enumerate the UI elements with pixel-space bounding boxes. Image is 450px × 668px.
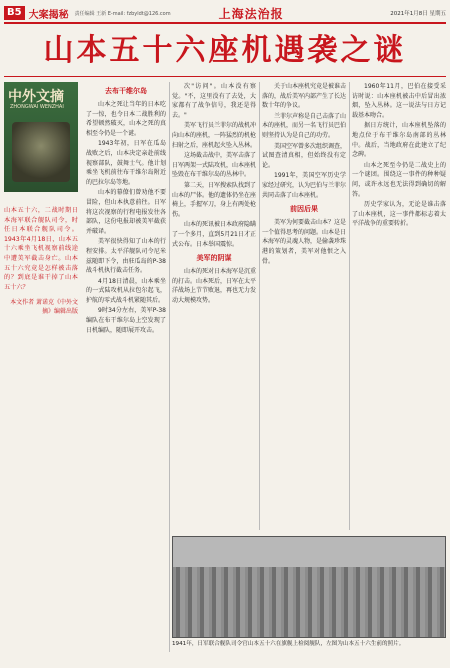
paragraph: 美军为何要截击山本？这是一个值得思考的问题。山本是日本海军的灵魂人物，是偷袭珍珠港的策划者，美军对他恨之入骨。 — [262, 219, 346, 265]
cover-subtitle: ZHONGWAI WENZHAI — [10, 104, 64, 110]
column-2-body — [172, 82, 256, 249]
photo-caption: 1941年，日军联合舰队司令官山本五十六在旗舰上检阅舰队，左图为山本五十六生前的照片。 — [172, 641, 405, 647]
paragraph: 山本之死让当年的日本吃了一惊，也令日本二战胜利的希望顿然破灭，山本之死的真相至今仍是一个谜。 — [86, 101, 166, 137]
paragraph: 山本的幕僚们曾劝他不要冒险，但山本执意前往。日军将这次视察的行程电报发往各部队，这份电报却被美军截获并破译。 — [86, 189, 166, 235]
paragraph: 1991年，美国空军历史学家经过研究，认为巴伯与兰菲尔共同击落了山本座机。 — [262, 172, 346, 199]
historical-photo — [172, 536, 446, 638]
article-column-4 — [352, 82, 446, 530]
paragraph: 历史学家认为，无论是谁击落了山本座机，这一事件都标志着太平洋战争的重要转折。 — [352, 201, 446, 228]
paragraph: 这场截击战中，美军击落了日军两架一式陆攻机，山本座机坠毁在布干维尔岛的丛林中。 — [172, 152, 256, 179]
column-2b-body — [172, 267, 256, 305]
paragraph: 美国空军曾多次组织调查，试图查清真相，但始终没有定论。 — [262, 142, 346, 169]
column-3b-body — [262, 218, 346, 266]
paragraph: 第二天，日军搜索队找到了山本的尸体。他的遗体仍坐在座椅上，手握军刀，身上有两处枪伤。 — [172, 181, 256, 218]
column-divider — [169, 82, 170, 652]
paragraph: 4月18日清晨，山本乘坐的一式陆攻机从拉包尔起飞，护航的零式战斗机紧随其后。 — [86, 277, 166, 304]
paragraph: 次"访问"。山本没有察觉。"不，这里没有了去处，大家都有了战争信号，我还是得去。" — [172, 83, 256, 119]
cover-artwork — [12, 122, 70, 182]
cover-title: 中外文摘 — [8, 89, 64, 105]
article-column-3 — [262, 82, 346, 530]
paragraph: 9时34分左右，美军P-38编队在布干维尔岛上空发现了日机编队，随即展开攻击。 — [86, 307, 166, 334]
newspaper-masthead: 上海法治报 — [218, 6, 284, 21]
article-headline: 山本五十六座机遇袭之谜 — [43, 33, 407, 68]
section-title-2: 美军的阴谋 — [196, 254, 232, 263]
paragraph: 山本的死讯被日本政府隐瞒了一个多月，直到5月21日才正式公布。日本举国震惊。 — [172, 221, 256, 248]
paragraph: 山本之死至今仍是二战史上的一个谜团。围绕这一事件的种种疑问，或许永远也无法得到确切的解答。 — [352, 161, 446, 198]
article-column-1 — [86, 82, 166, 652]
column-4-body — [352, 82, 446, 229]
paragraph: 山本的死对日本海军是沉重的打击。山本死后，日军在太平洋战场上节节败退，再也无力发动大规模攻势。 — [172, 268, 256, 304]
paragraph: 1943年初，日军在瓜岛战败之后，山本决定亲赴前线视察部队，鼓舞士气。他计划乘坐飞机前往布干维尔岛附近的巴拉尔岛等地。 — [86, 140, 166, 186]
article-attribution: 本文作者 萧诺克《中外文摘》编辑出版 — [10, 299, 78, 316]
paragraph: 兰菲尔声称是自己击落了山本的座机，而另一名飞行员巴伯则坚持认为是自己的功劳。 — [262, 112, 346, 139]
section-title-3: 前因后果 — [290, 205, 318, 214]
paragraph: 美军很快得知了山本的行程安排。太平洋舰队司令尼米兹随即下令，由驻瓜岛的P-38战斗机执行截击任务。 — [86, 238, 166, 275]
page-badge: B5 — [4, 6, 25, 20]
article-column-2 — [172, 82, 256, 530]
paragraph: 关于山本座机究竟是被谁击落的，战后美军内部产生了长达数十年的争议。 — [262, 83, 346, 110]
paragraph: 据日方统计，山本座机坠落的地点位于布干维尔岛南部的丛林中。战后，当地政府在此建立了纪念碑。 — [352, 122, 446, 159]
column-divider — [349, 82, 350, 530]
paragraph: 1960年11月，巴伯在接受采访时说：山本座机被击中后冒出浓烟，坠入丛林。这一说法与日方记载基本吻合。 — [352, 83, 446, 119]
editor-contact: 责任编辑 王新 E-mail: fzbyldt@126.com — [74, 10, 171, 17]
column-1-body — [86, 100, 166, 335]
column-3-body — [262, 82, 346, 200]
paragraph: 美军飞行员兰菲尔的战机冲向山本的座机，一阵猛烈的机枪扫射之后，座机起火坠入丛林。 — [172, 122, 256, 149]
header-rule — [4, 22, 446, 24]
section-name: 大案揭秘 — [28, 9, 69, 21]
page-header — [4, 4, 446, 22]
headline-rule — [4, 76, 446, 77]
sidebar — [4, 82, 78, 562]
magazine-cover-image — [4, 82, 78, 192]
section-title-1: 去布干维尔岛 — [105, 87, 147, 95]
photo-sky — [173, 537, 445, 567]
dateline: 2021年1月8日 星期五 — [390, 11, 446, 17]
article-intro: 山本五十六，二战时期日本海军联合舰队司令，时任日本联合舰队司令。1943年4月18日，山本五十六乘坐飞机视察前线途中遭美军截击身亡。山本五十六究竟是怎样被击落的？到底是谁干掉了山本五十六？ — [4, 207, 78, 291]
column-divider — [259, 82, 260, 530]
